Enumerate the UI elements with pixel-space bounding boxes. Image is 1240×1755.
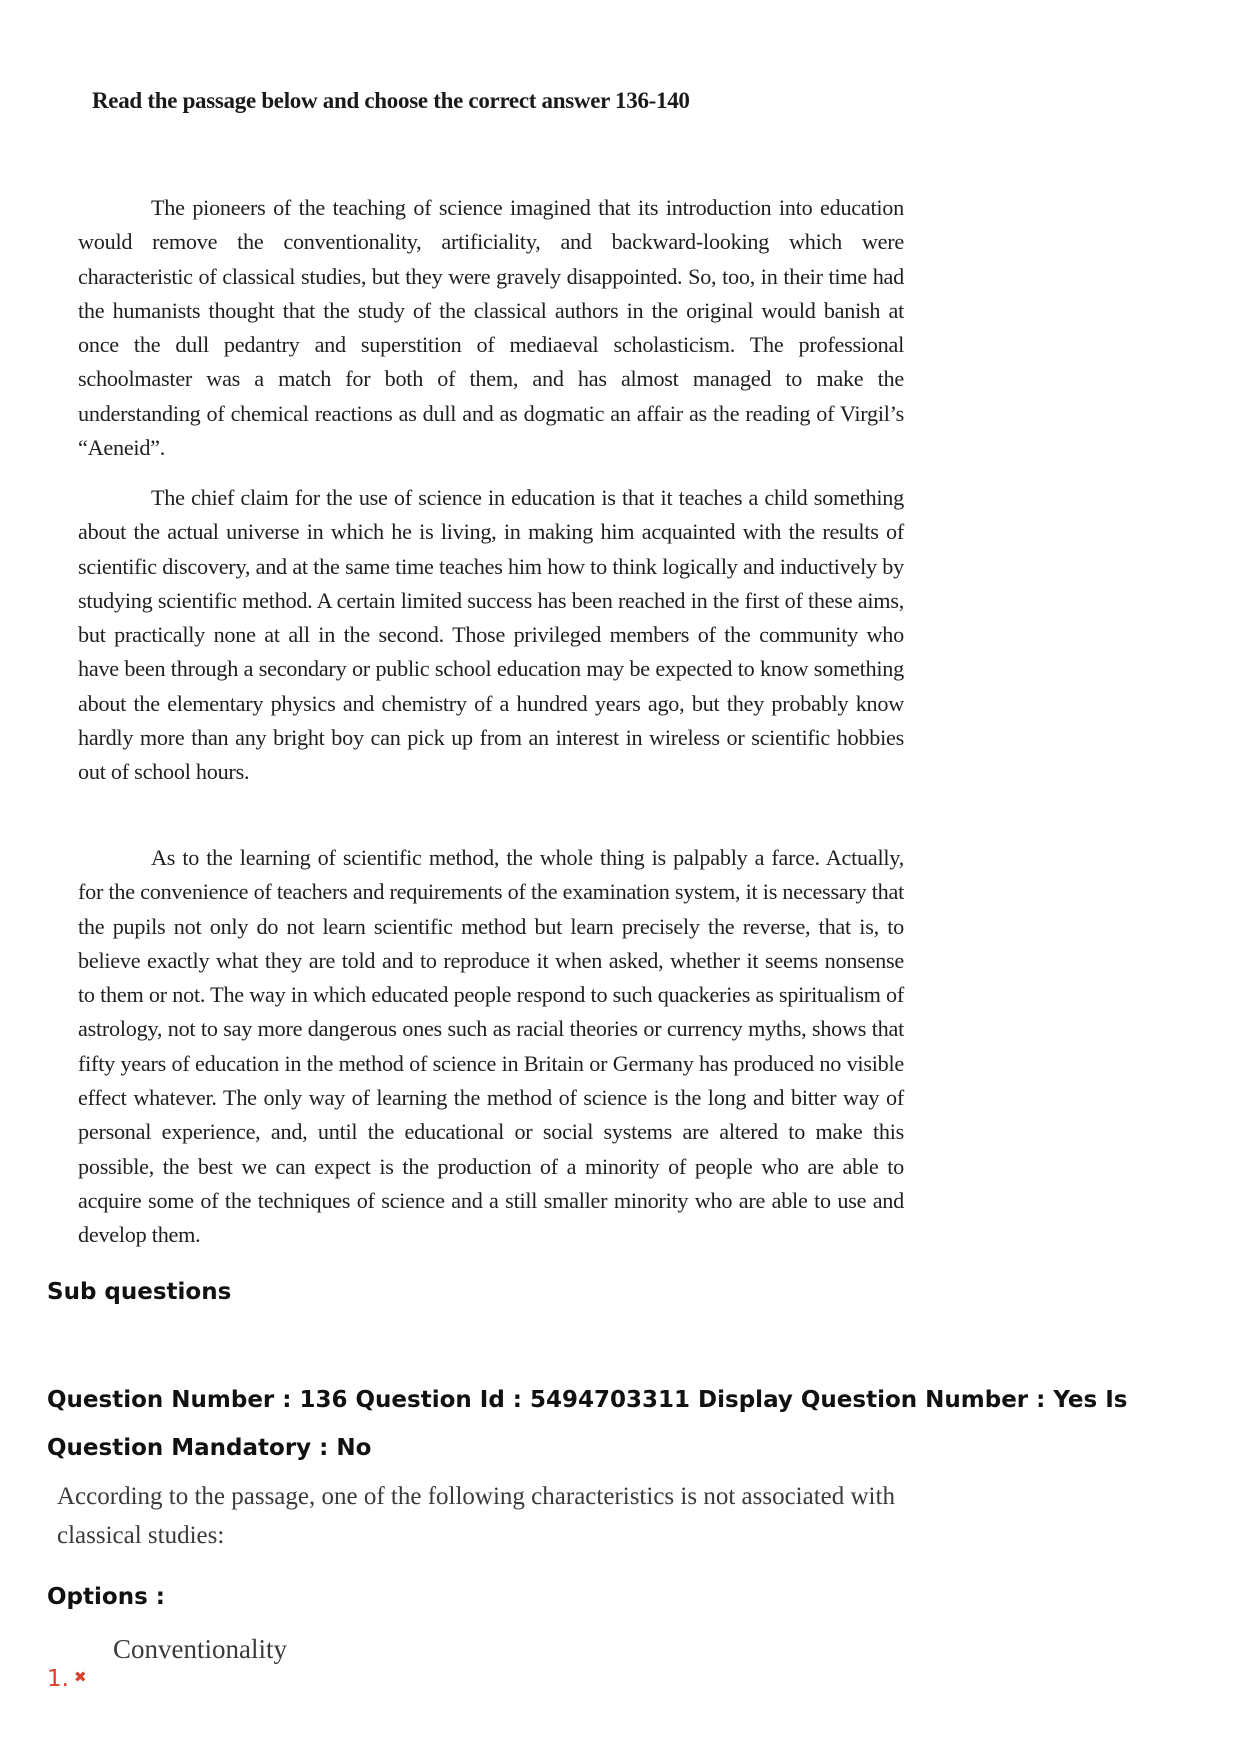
passage-paragraph-1: The pioneers of the teaching of science imagined that its introduction into education would remove the conventionality, artificiality, and backward-looking which were characteristic of classical studies, but they were gravely disappointed. So, too, in their time had the humanists thought that the study of the classical authors in the original would banish at once the dull pedantry and superstition of mediaeval scholasticism. The professional schoolmaster was a match for both of them, and has almost managed to make the understanding of chemical reactions as dull and as dogmatic an affair as the reading of Virgil’s “Aeneid”. [78,195,904,461]
question-meta: Question Number : 136 Question Id : 5494703311 Display Question Number : Yes Is Question Mandatory : No [47,1387,1128,1461]
cross-icon: ✖ [73,1668,87,1686]
sub-questions-heading: Sub questions [47,1279,232,1305]
passage-paragraph-2: The chief claim for the use of science in education is that it teaches a child something about the actual universe in which he is living, in making him acquainted with the results of scientific discovery, and at the same time teaches him how to think logically and inductively by studying scientific method. A certain limited success has been reached in the first of these aims, but practically none at all in the second. Those privileged members of the community who have been through a secondary or public school education may be expected to know something about the elementary physics and chemistry of a hundred years ago, but they probably know hardly more than any bright boy can pick up from an interest in wireless or scientific hobbies out of school hours. [78,485,904,785]
passage-paragraph-3: As to the learning of scientific method, the whole thing is palpably a farce. Actually, for the convenience of teachers and requirements of the examination system, it is necessary that the pupils not only do not learn scientific method but learn precisely the reverse, that is, to believe exactly what they are told and to reproduce it when asked, whether it seems nonsense to them or not. The way in which educated people respond to such quackeries as spiritualism of astrology, not to say more dangerous ones such as racial theories or currency myths, shows that fifty years of education in the method of science in Britain or Germany has produced no visible effect whatever. The only way of learning the method of science is the long and bitter way of personal experience, and, until the educational or social systems are altered to make this possible, the best we can expect is the production of a minority of people who are able to acquire some of the techniques of science and a still smaller minority who are able to use and develop them. [78,845,904,1248]
option-1-number: 1. [47,1666,69,1692]
passage-instruction: Read the passage below and choose the correct answer 136-140 [92,88,690,113]
option-1 [47,1666,87,1692]
question-text: According to the passage, one of the following characteristics is not associated with classical studies: [57,1483,895,1549]
option-1-text: Conventionality [113,1634,287,1664]
options-label: Options : [47,1584,165,1610]
